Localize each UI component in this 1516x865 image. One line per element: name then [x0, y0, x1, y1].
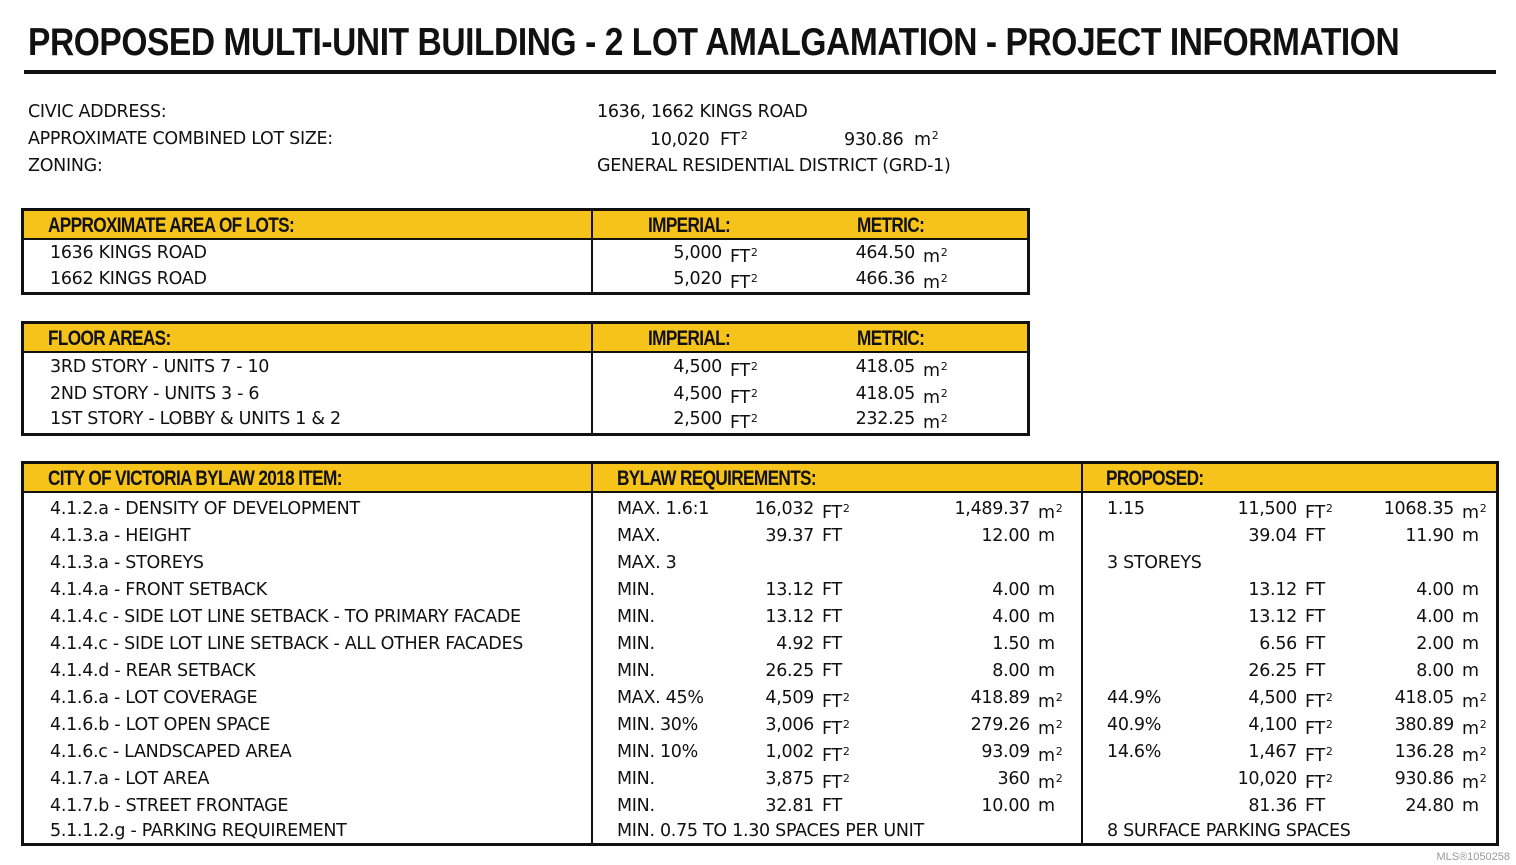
bylaw-item: 4.1.4.c - SIDE LOT LINE SETBACK - ALL OTHER FACADES	[50, 634, 524, 654]
requirement-metric-value: 10.00	[981, 796, 1030, 816]
proposed-imperial-value: 13.12	[1248, 607, 1297, 627]
proposed-imperial-value: 39.04	[1248, 526, 1297, 546]
bylaw-requirement: MIN. 10%	[617, 742, 698, 762]
lot-size-metric: 930.86 $m^2$	[844, 129, 939, 150]
zoning-label: ZONING:	[28, 156, 103, 176]
lot-metric-value: 466.36	[855, 269, 915, 289]
bylaw-requirement: MAX. 45%	[617, 688, 704, 708]
lots-area-table	[21, 208, 1030, 295]
floor-imperial-value: 4,500	[673, 384, 722, 404]
proposed-metric-value: 2.00	[1416, 634, 1454, 654]
floor-metric-unit: $m^2$	[923, 387, 948, 408]
mls-watermark: MLS®1050258	[1436, 851, 1510, 863]
requirement-metric-value: 279.26	[970, 715, 1030, 735]
proposed-metric-value: 930.86	[1394, 769, 1454, 789]
lot-imperial-value: 5,020	[673, 269, 722, 289]
requirement-metric-unit: $m^2$	[1038, 745, 1063, 766]
floor-imperial-unit: $FT^2$	[730, 387, 758, 408]
lot-imperial-unit: $FT^2$	[730, 246, 758, 267]
proposed-imperial-unit: FT	[1305, 796, 1325, 816]
proposed-imperial-value: 81.36	[1248, 796, 1297, 816]
bylaw-item: 4.1.4.d - REAR SETBACK	[50, 661, 256, 681]
lot-imperial-value: 5,000	[673, 243, 722, 263]
proposed-metric-unit: m	[1462, 526, 1479, 546]
requirement-imperial-value: 3,006	[765, 715, 814, 735]
header-metric: METRIC:	[857, 327, 925, 350]
lot-metric-unit: $m^2$	[923, 246, 948, 267]
lot-name: 1636 KINGS ROAD	[50, 243, 207, 263]
proposed-value: 1.15	[1107, 499, 1145, 519]
bylaw-item: 4.1.4.a - FRONT SETBACK	[50, 580, 267, 600]
header-bylaw-requirements: BYLAW REQUIREMENTS:	[617, 467, 816, 490]
requirement-imperial-unit: FT	[822, 580, 842, 600]
requirement-metric-value: 360	[997, 769, 1030, 789]
requirement-metric-unit: $m^2$	[1038, 772, 1063, 793]
zoning-value: GENERAL RESIDENTIAL DISTRICT (GRD-1)	[597, 156, 951, 176]
requirement-metric-unit: m	[1038, 526, 1055, 546]
civic-address-label: CIVIC ADDRESS:	[28, 102, 167, 122]
proposed-imperial-value: 6.56	[1259, 634, 1297, 654]
proposed-metric-value: 4.00	[1416, 580, 1454, 600]
requirement-imperial-unit: $FT^2$	[822, 772, 850, 793]
bylaw-item: 4.1.4.c - SIDE LOT LINE SETBACK - TO PRIMARY FACADE	[50, 607, 521, 627]
header-metric: METRIC:	[857, 214, 925, 237]
header-imperial: IMPERIAL:	[648, 327, 731, 350]
requirement-imperial-unit: FT	[822, 607, 842, 627]
header-imperial: IMPERIAL:	[648, 214, 731, 237]
requirement-metric-unit: $m^2$	[1038, 718, 1063, 739]
bylaw-item: 4.1.7.b - STREET FRONTAGE	[50, 796, 289, 816]
requirement-metric-unit: $m^2$	[1038, 691, 1063, 712]
floor-name: 3RD STORY - UNITS 7 - 10	[50, 357, 270, 377]
floor-metric-value: 418.05	[855, 384, 915, 404]
requirement-imperial-unit: $FT^2$	[822, 691, 850, 712]
proposed-imperial-value: 4,100	[1248, 715, 1297, 735]
table-header	[24, 211, 1027, 240]
bylaw-requirement: MIN.	[617, 769, 655, 789]
proposed-metric-unit: $m^2$	[1462, 502, 1487, 523]
proposed-imperial-unit: $FT^2$	[1305, 772, 1333, 793]
floor-name: 1ST STORY - LOBBY & UNITS 1 & 2	[50, 409, 341, 429]
table-header	[24, 464, 1496, 493]
bylaw-item: 4.1.3.a - STOREYS	[50, 553, 204, 573]
floor-imperial-value: 2,500	[673, 409, 722, 429]
proposed-metric-value: 24.80	[1405, 796, 1454, 816]
lot-size-imperial: 10,020 $FT^2$	[650, 129, 748, 150]
requirement-imperial-value: 13.12	[765, 580, 814, 600]
lot-name: 1662 KINGS ROAD	[50, 269, 207, 289]
proposed-imperial-value: 4,500	[1248, 688, 1297, 708]
requirement-imperial-value: 26.25	[765, 661, 814, 681]
header-lots: APPROXIMATE AREA OF LOTS:	[48, 214, 295, 237]
table-header	[24, 324, 1027, 353]
requirement-imperial-unit: FT	[822, 526, 842, 546]
civic-address-value: 1636, 1662 KINGS ROAD	[597, 102, 808, 122]
title-underline	[24, 70, 1496, 74]
requirement-metric-value: 1,489.37	[954, 499, 1030, 519]
requirement-imperial-value: 3,875	[765, 769, 814, 789]
floor-imperial-unit: $FT^2$	[730, 412, 758, 433]
requirement-metric-value: 4.00	[992, 607, 1030, 627]
requirement-imperial-value: 4,509	[765, 688, 814, 708]
requirement-metric-value: 1.50	[992, 634, 1030, 654]
requirement-metric-unit: $m^2$	[1038, 502, 1063, 523]
bylaw-requirement: MIN. 0.75 TO 1.30 SPACES PER UNIT	[617, 821, 924, 841]
requirement-imperial-value: 32.81	[765, 796, 814, 816]
requirement-imperial-unit: $FT^2$	[822, 502, 850, 523]
floor-metric-unit: $m^2$	[923, 412, 948, 433]
bylaw-item: 5.1.1.2.g - PARKING REQUIREMENT	[50, 821, 347, 841]
bylaw-item: 4.1.6.a - LOT COVERAGE	[50, 688, 258, 708]
lot-metric-unit: $m^2$	[923, 272, 948, 293]
proposed-metric-unit: m	[1462, 661, 1479, 681]
proposed-imperial-unit: FT	[1305, 526, 1325, 546]
requirement-metric-value: 93.09	[981, 742, 1030, 762]
proposed-imperial-unit: $FT^2$	[1305, 718, 1333, 739]
floor-metric-unit: $m^2$	[923, 360, 948, 381]
bylaw-requirement: MIN.	[617, 607, 655, 627]
proposed-imperial-unit: FT	[1305, 661, 1325, 681]
requirement-metric-value: 4.00	[992, 580, 1030, 600]
proposed-metric-value: 11.90	[1405, 526, 1454, 546]
requirement-imperial-unit: FT	[822, 634, 842, 654]
requirement-metric-unit: m	[1038, 796, 1055, 816]
bylaw-item: 4.1.3.a - HEIGHT	[50, 526, 191, 546]
proposed-imperial-value: 11,500	[1237, 499, 1297, 519]
proposed-value: 14.6%	[1107, 742, 1162, 762]
page-title: PROPOSED MULTI-UNIT BUILDING - 2 LOT AMALGAMATION - PROJECT INFORMATION	[28, 21, 1400, 64]
lot-size-label: APPROXIMATE COMBINED LOT SIZE:	[28, 129, 333, 149]
requirement-metric-value: 418.89	[970, 688, 1030, 708]
requirement-metric-unit: m	[1038, 580, 1055, 600]
bylaw-requirement: MAX. 3	[617, 553, 677, 573]
bylaw-requirement: MAX. 1.6:1	[617, 499, 710, 519]
lot-imperial-unit: $FT^2$	[730, 272, 758, 293]
bylaw-requirement: MIN.	[617, 661, 655, 681]
bylaw-requirement: MAX.	[617, 526, 661, 546]
requirement-imperial-value: 13.12	[765, 607, 814, 627]
proposed-value: 44.9%	[1107, 688, 1162, 708]
floor-imperial-unit: $FT^2$	[730, 360, 758, 381]
requirement-imperial-unit: FT	[822, 661, 842, 681]
requirement-imperial-value: 39.37	[765, 526, 814, 546]
proposed-imperial-value: 10,020	[1237, 769, 1297, 789]
requirement-metric-unit: m	[1038, 634, 1055, 654]
bylaw-table	[21, 461, 1499, 846]
proposed-metric-value: 4.00	[1416, 607, 1454, 627]
header-proposed: PROPOSED:	[1106, 467, 1204, 490]
proposed-metric-value: 136.28	[1394, 742, 1454, 762]
proposed-imperial-value: 13.12	[1248, 580, 1297, 600]
bylaw-item: 4.1.7.a - LOT AREA	[50, 769, 210, 789]
proposed-metric-unit: m	[1462, 607, 1479, 627]
requirement-imperial-value: 16,032	[754, 499, 814, 519]
floor-name: 2ND STORY - UNITS 3 - 6	[50, 384, 260, 404]
requirement-metric-value: 8.00	[992, 661, 1030, 681]
proposed-imperial-unit: $FT^2$	[1305, 502, 1333, 523]
proposed-metric-value: 8.00	[1416, 661, 1454, 681]
proposed-imperial-value: 1,467	[1248, 742, 1297, 762]
bylaw-requirement: MIN.	[617, 634, 655, 654]
proposed-metric-unit: $m^2$	[1462, 718, 1487, 739]
header-floor-areas: FLOOR AREAS:	[48, 327, 171, 350]
floor-metric-value: 232.25	[855, 409, 915, 429]
proposed-metric-value: 1068.35	[1383, 499, 1454, 519]
proposed-metric-value: 380.89	[1394, 715, 1454, 735]
proposed-metric-unit: m	[1462, 796, 1479, 816]
floor-imperial-value: 4,500	[673, 357, 722, 377]
proposed-imperial-value: 26.25	[1248, 661, 1297, 681]
proposed-metric-unit: $m^2$	[1462, 745, 1487, 766]
proposed-imperial-unit: FT	[1305, 580, 1325, 600]
proposed-imperial-unit: FT	[1305, 634, 1325, 654]
requirement-imperial-value: 1,002	[765, 742, 814, 762]
bylaw-item: 4.1.2.a - DENSITY OF DEVELOPMENT	[50, 499, 360, 519]
proposed-metric-value: 418.05	[1394, 688, 1454, 708]
proposed-value: 40.9%	[1107, 715, 1162, 735]
proposed-metric-unit: $m^2$	[1462, 691, 1487, 712]
floor-areas-table	[21, 321, 1030, 436]
requirement-imperial-unit: $FT^2$	[822, 718, 850, 739]
proposed-metric-unit: m	[1462, 580, 1479, 600]
proposed-value: 3 STOREYS	[1107, 553, 1202, 573]
proposed-metric-unit: $m^2$	[1462, 772, 1487, 793]
requirement-metric-unit: m	[1038, 661, 1055, 681]
requirement-imperial-unit: $FT^2$	[822, 745, 850, 766]
requirement-imperial-value: 4.92	[776, 634, 814, 654]
proposed-imperial-unit: $FT^2$	[1305, 691, 1333, 712]
floor-metric-value: 418.05	[855, 357, 915, 377]
lot-metric-value: 464.50	[855, 243, 915, 263]
proposed-imperial-unit: FT	[1305, 607, 1325, 627]
requirement-imperial-unit: FT	[822, 796, 842, 816]
header-bylaw-item: CITY OF VICTORIA BYLAW 2018 ITEM:	[48, 467, 342, 490]
bylaw-requirement: MIN.	[617, 580, 655, 600]
requirement-metric-value: 12.00	[981, 526, 1030, 546]
bylaw-requirement: MIN. 30%	[617, 715, 698, 735]
proposed-metric-unit: m	[1462, 634, 1479, 654]
requirement-metric-unit: m	[1038, 607, 1055, 627]
bylaw-item: 4.1.6.c - LANDSCAPED AREA	[50, 742, 292, 762]
proposed-value: 8 SURFACE PARKING SPACES	[1107, 821, 1351, 841]
proposed-imperial-unit: $FT^2$	[1305, 745, 1333, 766]
bylaw-requirement: MIN.	[617, 796, 655, 816]
bylaw-item: 4.1.6.b - LOT OPEN SPACE	[50, 715, 271, 735]
